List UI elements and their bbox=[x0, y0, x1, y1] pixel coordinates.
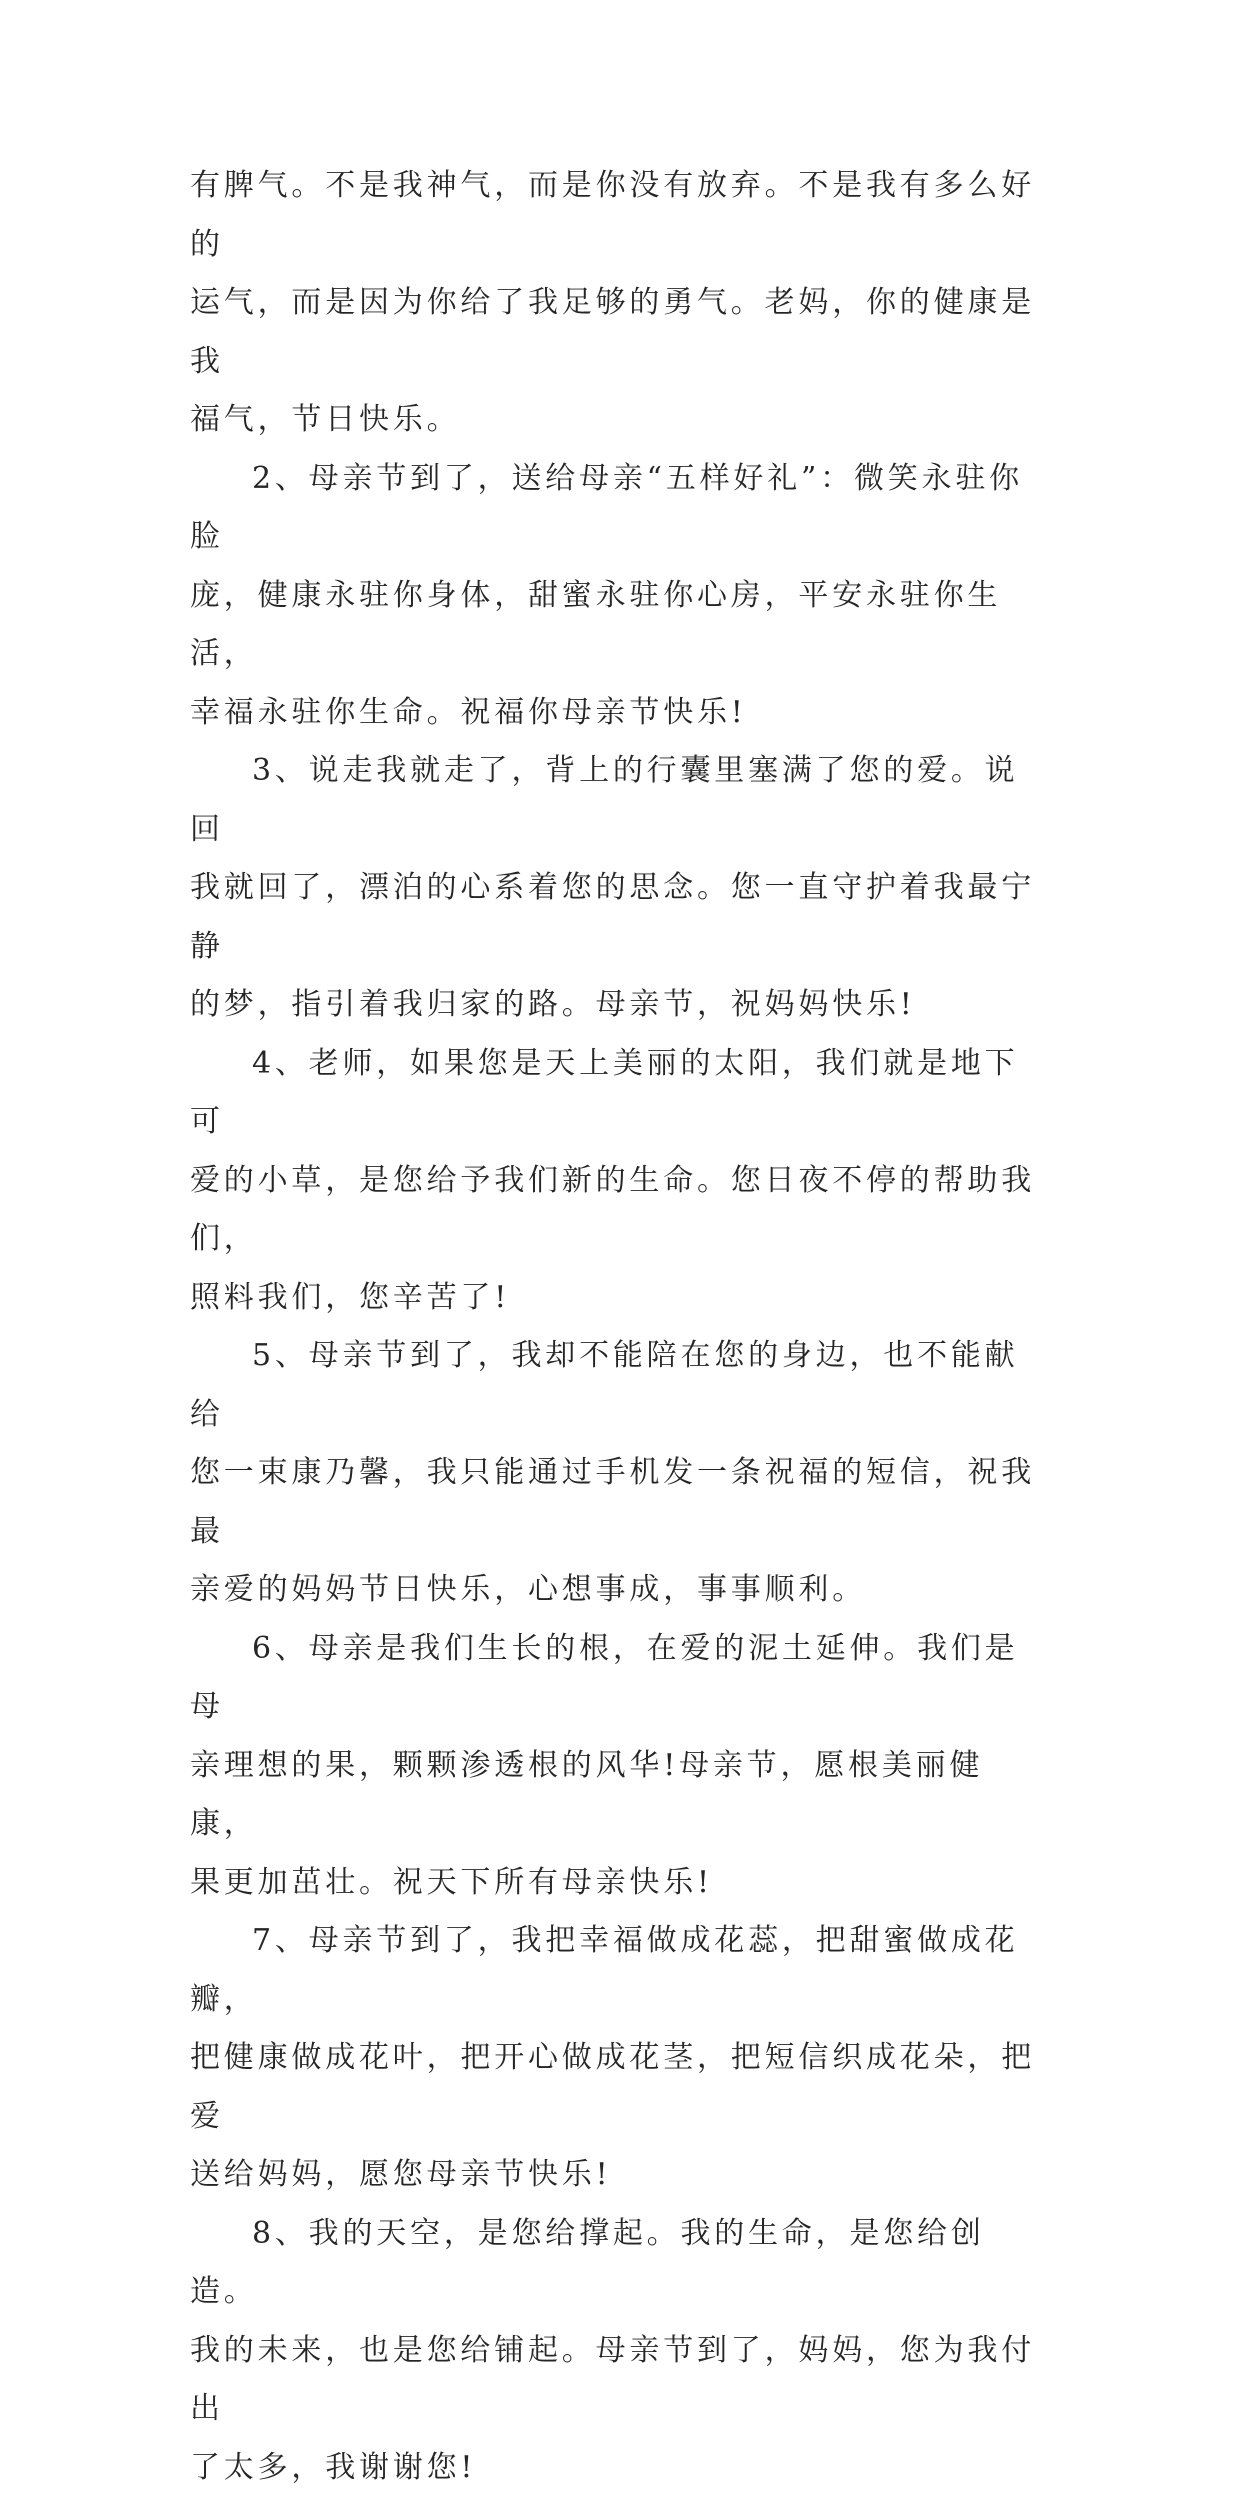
text-line: 亲理想的果，颗颗渗透根的风华!母亲节，愿根美丽健康， bbox=[190, 1748, 983, 1842]
paragraph-7 bbox=[190, 1912, 1050, 2205]
text-line: 爱的小草，是您给予我们新的生命。您日夜不停的帮助我们， bbox=[190, 1163, 1035, 1257]
text-line: 7、母亲节到了，我把幸福做成花蕊，把甜蜜做成花瓣， bbox=[190, 1923, 1019, 2017]
text-line: 我的未来，也是您给铺起。母亲节到了，妈妈，您为我付出 bbox=[190, 2333, 1035, 2427]
text-line: 我就回了，漂泊的心系着您的思念。您一直守护着我最宁静 bbox=[190, 870, 1035, 964]
paragraph-6 bbox=[190, 1620, 1050, 1913]
text-line: 果更加茁壮。祝天下所有母亲快乐! bbox=[190, 1865, 713, 1900]
text-line: 福气，节日快乐。 bbox=[190, 402, 460, 437]
text-line: 庞，健康永驻你身体，甜蜜永驻你心房，平安永驻你生活， bbox=[190, 578, 1001, 672]
text-line: 6、母亲是我们生长的根，在爱的泥土延伸。我们是母 bbox=[190, 1631, 1019, 1725]
text-line: 3、说走我就走了，背上的行囊里塞满了您的爱。说回 bbox=[190, 753, 1019, 847]
paragraph-3 bbox=[190, 742, 1050, 1035]
paragraph-2 bbox=[190, 450, 1050, 743]
paragraph-4 bbox=[190, 1035, 1050, 1328]
document-body bbox=[190, 157, 1050, 2497]
text-line: 2、母亲节到了，送给母亲“五样好礼”：微笑永驻你脸 bbox=[190, 461, 1023, 555]
paragraph-5 bbox=[190, 1327, 1050, 1620]
paragraph-8 bbox=[190, 2205, 1050, 2497]
paragraph-continuation bbox=[190, 157, 1050, 450]
text-line: 您一束康乃馨，我只能通过手机发一条祝福的短信，祝我最 bbox=[190, 1455, 1035, 1549]
text-line: 把健康做成花叶，把开心做成花茎，把短信织成花朵，把爱 bbox=[190, 2040, 1035, 2134]
text-line: 4、老师，如果您是天上美丽的太阳，我们就是地下可 bbox=[190, 1046, 1019, 1140]
text-line: 了太多，我谢谢您! bbox=[190, 2450, 476, 2485]
text-line: 5、母亲节到了，我却不能陪在您的身边，也不能献给 bbox=[190, 1338, 1019, 1432]
text-line: 8、我的天空，是您给撑起。我的生命，是您给创造。 bbox=[190, 2216, 985, 2310]
text-line: 的梦，指引着我归家的路。母亲节，祝妈妈快乐! bbox=[190, 987, 916, 1022]
text-line: 幸福永驻你生命。祝福你母亲节快乐! bbox=[190, 695, 747, 730]
text-line: 亲爱的妈妈节日快乐，心想事成，事事顺利。 bbox=[190, 1572, 866, 1607]
text-line: 送给妈妈，愿您母亲节快乐! bbox=[190, 2157, 611, 2192]
text-line: 运气，而是因为你给了我足够的勇气。老妈，你的健康是我 bbox=[190, 285, 1035, 379]
text-line: 照料我们，您辛苦了! bbox=[190, 1280, 510, 1315]
text-line: 有脾气。不是我神气，而是你没有放弃。不是我有多么好的 bbox=[190, 168, 1035, 262]
